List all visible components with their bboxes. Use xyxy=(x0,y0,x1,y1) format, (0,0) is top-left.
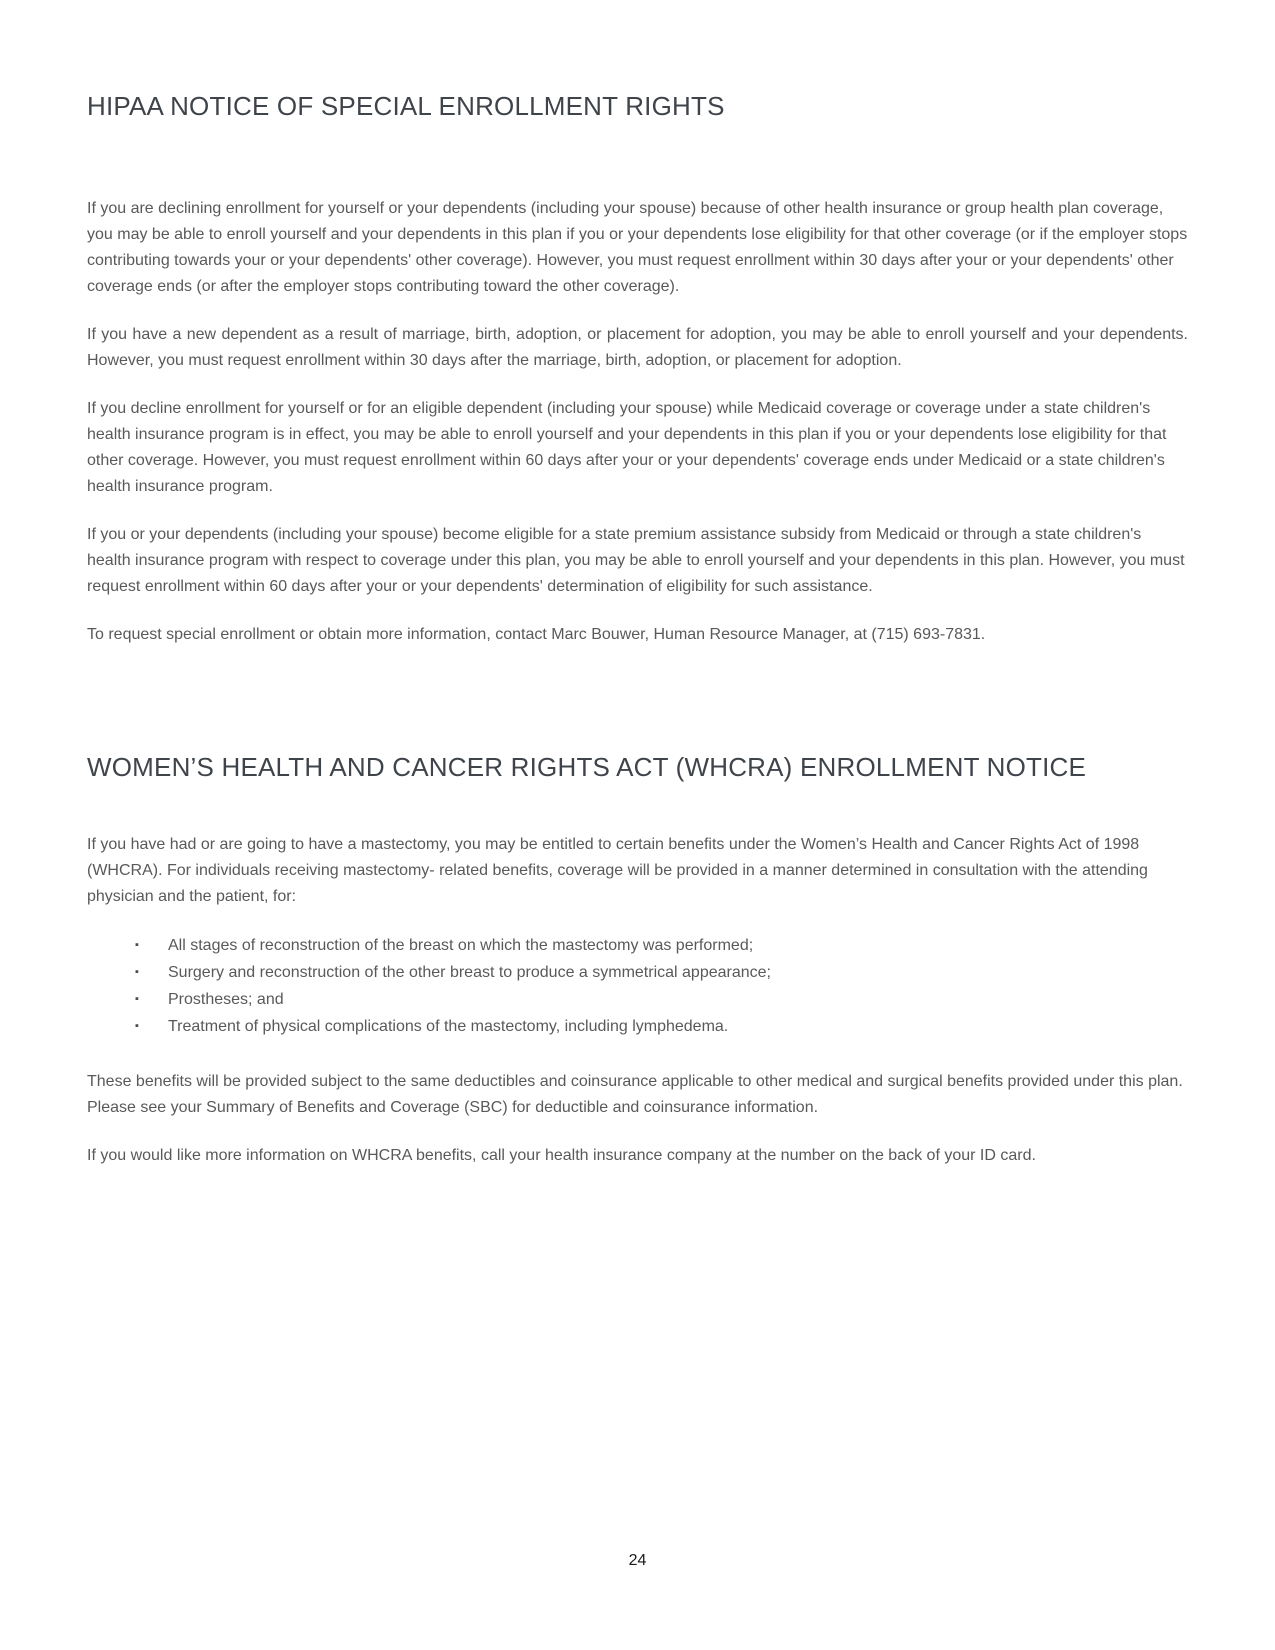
whcra-section xyxy=(87,749,1188,1169)
hipaa-paragraph-new-dependent: If you have a new dependent as a result of marriage, birth, adoption, or placement for adoption, you may be able to enroll yourself and your dependents. However, you must request enrollment within 30 days after the marriage, birth, adoption, or placement for adoption. xyxy=(87,326,1188,369)
hipaa-paragraph-premium-assistance: If you or your dependents (including your spouse) become eligible for a state premium assistance subsidy from Medicaid or through a state children's health insurance program with respect to coverage under this plan, you may be able to enroll yourself and your dependents in this plan. However, you must request enrollment within 60 days after your or your dependents' determination of eligibility for such assistance. xyxy=(87,526,1185,595)
hipaa-paragraph-other-coverage: If you are declining enrollment for yourself or your dependents (including your spouse) because of other health insurance or group health plan coverage, you may be able to enroll yourself and your dependents in this plan if you or your dependents lose eligibility for that other coverage (or if the employer stops contributing towards your or your dependents' other coverage). However, you must request enrollment within 30 days after your or your dependents' other coverage ends (or after the employer stops contributing toward the other coverage). xyxy=(87,200,1188,295)
hipaa-section-title: HIPAA NOTICE OF SPECIAL ENROLLMENT RIGHTS xyxy=(87,91,725,121)
square-bullet-icon: ▪ xyxy=(135,966,139,978)
whcra-paragraph-more-info: If you would like more information on WHCRA benefits, call your health insurance company at the number on the back of your ID card. xyxy=(87,1147,1036,1164)
hipaa-paragraph-medicaid-decline: If you decline enrollment for yourself or for an eligible dependent (including your spouse) while Medicaid coverage or coverage under a state children's health insurance program is in effect, you may be able to enroll yourself and your dependents in this plan if you or your dependents lose eligibility for that other coverage. However, you must request enrollment within 60 days after your or your dependents' coverage ends under Medicaid or a state children's health insurance program. xyxy=(87,400,1167,495)
whcra-paragraph-deductibles: These benefits will be provided subject to the same deductibles and coinsurance applicable to other medical and surgical benefits provided under this plan. Please see your Summary of Benefits and Coverage (SBC) for deductible and coinsurance information. xyxy=(87,1073,1183,1116)
list-item-text: Surgery and reconstruction of the other breast to produce a symmetrical appearance; xyxy=(168,964,771,981)
whcra-section-title: WOMEN’S HEALTH AND CANCER RIGHTS ACT (WHCRA) ENROLLMENT NOTICE xyxy=(87,752,1087,782)
list-item xyxy=(135,959,1188,986)
list-item xyxy=(135,1013,1188,1040)
square-bullet-icon: ▪ xyxy=(135,1020,139,1032)
list-item-text: Treatment of physical complications of the mastectomy, including lymphedema. xyxy=(168,1018,729,1035)
square-bullet-icon: ▪ xyxy=(135,939,139,951)
whcra-benefits-list xyxy=(87,932,1188,1040)
list-item xyxy=(135,986,1188,1013)
list-item-text: All stages of reconstruction of the breast on which the mastectomy was performed; xyxy=(168,937,754,954)
list-item xyxy=(135,932,1188,959)
square-bullet-icon: ▪ xyxy=(135,993,139,1005)
page-number: 24 xyxy=(628,1552,647,1569)
hipaa-paragraph-contact: To request special enrollment or obtain more information, contact Marc Bouwer, Human Resource Manager, at (715) 693-7831. xyxy=(87,626,986,643)
whcra-intro-paragraph: If you have had or are going to have a mastectomy, you may be entitled to certain benefits under the Women’s Health and Cancer Rights Act of 1998 (WHCRA). For individuals receiving mastectomy- related benefits, coverage will be provided in a manner determined in consultation with the attending physician and the patient, for: xyxy=(87,836,1148,905)
list-item-text: Prostheses; and xyxy=(168,991,284,1008)
hipaa-section xyxy=(87,88,1188,648)
